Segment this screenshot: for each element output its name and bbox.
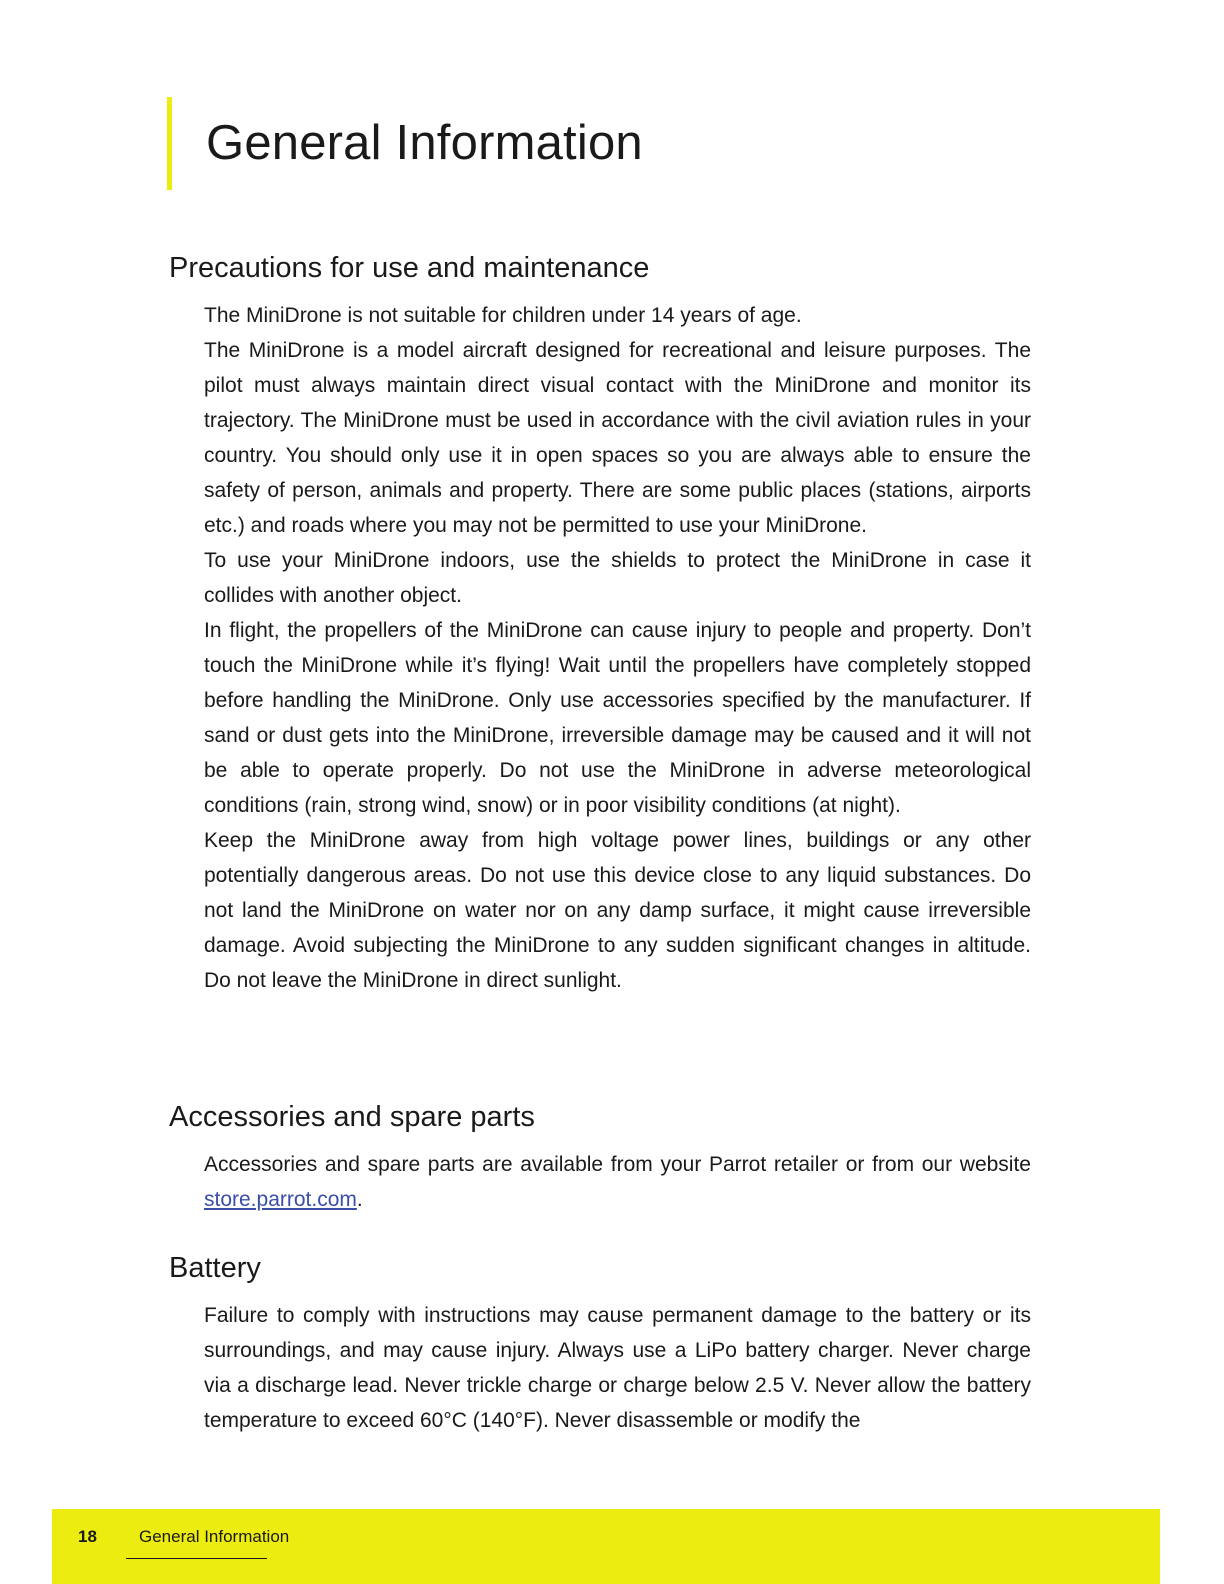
precautions-paragraph: The MiniDrone is not suitable for children under 14 years of age. xyxy=(204,304,802,327)
store-link[interactable]: store.parrot.com xyxy=(204,1188,357,1211)
precautions-paragraph: Keep the MiniDrone away from high voltage power lines, buildings or any other potentially dangerous areas. Do not use this device close to any liquid substances. Do not land the MiniDrone on water nor on any damp surface, it might cause irreversible damage. Avoid subjecting the MiniDrone to any sudden significant changes in altitude. Do not leave the MiniDrone in direct sunlight. xyxy=(204,829,1031,992)
battery-paragraph: Failure to comply with instructions may cause permanent damage to the battery or its surroundings, and may cause injury. Always use a LiPo battery charger. Never charge via a discharge lead. Never trickle charge or charge below 2.5 V. Never allow the battery temperature to exceed 60°C (140°F). Never disassemble or modify the xyxy=(204,1304,1031,1432)
footer-section-name: General Information xyxy=(139,1527,290,1546)
title-accent-bar xyxy=(167,97,172,190)
accessories-text: Accessories and spare parts are available from your Parrot retailer or from our website xyxy=(204,1153,1031,1176)
section-heading-precautions: Precautions for use and maintenance xyxy=(169,252,650,284)
accessories-text-end: . xyxy=(356,1188,363,1211)
footer-page-number: 18 xyxy=(78,1527,97,1546)
precautions-paragraph: To use your MiniDrone indoors, use the shields to protect the MiniDrone in case it collides with another object. xyxy=(204,549,1031,607)
precautions-paragraph: The MiniDrone is a model aircraft designed for recreational and leisure purposes. The pilot must always maintain direct visual contact with the MiniDrone and monitor its trajectory. The MiniDrone must be used in accordance with the civil aviation rules in your country. You should only use it in open spaces so you are always able to ensure the safety of person, animals and property. There are some public places (stations, airports etc.) and roads where you may not be permitted to use your MiniDrone. xyxy=(204,339,1031,537)
section-heading-accessories: Accessories and spare parts xyxy=(169,1101,535,1133)
page-title: General Information xyxy=(206,116,643,170)
page-footer xyxy=(52,1509,1160,1584)
precautions-paragraph: In flight, the propellers of the MiniDrone can cause injury to people and property. Don’t touch the MiniDrone while it’s flying! Wait until the propellers have completely stopped before handling the MiniDrone. Only use accessories specified by the manufacturer. If sand or dust gets into the MiniDrone, irreversible damage may be caused and it will not be able to operate properly. Do not use the MiniDrone in adverse meteorological conditions (rain, strong wind, snow) or in poor visibility conditions (at night). xyxy=(204,619,1031,817)
accessories-paragraph xyxy=(204,1147,1031,1217)
accessories-body xyxy=(204,1147,1031,1217)
battery-body xyxy=(204,1298,1031,1438)
footer-underline xyxy=(126,1558,267,1559)
precautions-body xyxy=(204,298,1031,998)
section-heading-battery: Battery xyxy=(169,1252,261,1284)
